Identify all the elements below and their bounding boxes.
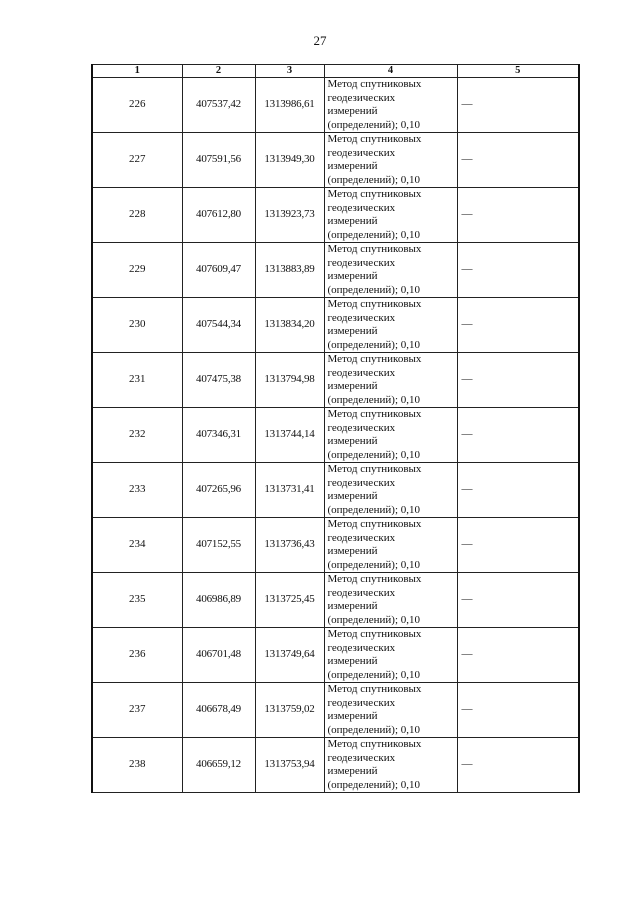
table-row [92, 133, 579, 188]
header-cell: 3 [255, 65, 324, 78]
method-line: измерений [327, 435, 378, 447]
point-number-cell: 231 [92, 353, 182, 408]
method-line: Метод спутниковых [327, 78, 422, 90]
table-row [92, 683, 579, 738]
method-line: Метод спутниковых [327, 133, 422, 145]
method-line: (определений); 0,10 [327, 173, 421, 186]
point-number-cell: 226 [92, 78, 182, 133]
method-line: измерений [327, 600, 378, 612]
point-number-cell: 238 [92, 738, 182, 793]
note-cell: — [457, 683, 579, 738]
point-number-cell: 234 [92, 518, 182, 573]
y-coordinate-cell: 1313736,43 [255, 518, 324, 573]
method-line: (определений); 0,10 [327, 723, 421, 736]
table-row [92, 573, 579, 628]
method-line: Метод спутниковых [327, 298, 422, 310]
coordinates-table [91, 64, 580, 793]
x-coordinate-cell: 407609,47 [182, 243, 255, 298]
method-cell [324, 243, 457, 298]
method-line: Метод спутниковых [327, 408, 422, 420]
note-cell: — [457, 133, 579, 188]
method-line: (определений); 0,10 [327, 393, 421, 406]
method-line: геодезических [327, 751, 396, 764]
header-cell: 5 [457, 65, 579, 78]
note-cell: — [457, 408, 579, 463]
method-line: измерений [327, 490, 378, 502]
method-line: Метод спутниковых [327, 683, 422, 695]
note-cell: — [457, 78, 579, 133]
x-coordinate-cell: 406678,49 [182, 683, 255, 738]
method-cell [324, 683, 457, 738]
x-coordinate-cell: 407612,80 [182, 188, 255, 243]
method-line: (определений); 0,10 [327, 338, 421, 351]
method-line: (определений); 0,10 [327, 613, 421, 626]
method-cell [324, 628, 457, 683]
method-line: геодезических [327, 311, 396, 324]
table-body [92, 78, 579, 793]
x-coordinate-cell: 407475,38 [182, 353, 255, 408]
page-number: 27 [313, 33, 327, 48]
method-line: Метод спутниковых [327, 353, 422, 365]
point-number-cell: 233 [92, 463, 182, 518]
point-number-cell: 232 [92, 408, 182, 463]
method-line: (определений); 0,10 [327, 778, 421, 791]
x-coordinate-cell: 407346,31 [182, 408, 255, 463]
note-cell: — [457, 573, 579, 628]
method-line: (определений); 0,10 [327, 503, 421, 516]
x-coordinate-cell: 407537,42 [182, 78, 255, 133]
y-coordinate-cell: 1313986,61 [255, 78, 324, 133]
header-cell: 1 [92, 65, 182, 78]
method-line: геодезических [327, 91, 396, 104]
method-line: измерений [327, 655, 378, 667]
y-coordinate-cell: 1313949,30 [255, 133, 324, 188]
method-line: геодезических [327, 696, 396, 709]
method-line: геодезических [327, 146, 396, 159]
table-row [92, 738, 579, 793]
method-line: геодезических [327, 201, 396, 214]
table-row [92, 408, 579, 463]
point-number-cell: 228 [92, 188, 182, 243]
table-row [92, 78, 579, 133]
table-header-row [92, 65, 579, 78]
x-coordinate-cell: 407152,55 [182, 518, 255, 573]
y-coordinate-cell: 1313749,64 [255, 628, 324, 683]
point-number-cell: 227 [92, 133, 182, 188]
y-coordinate-cell: 1313725,45 [255, 573, 324, 628]
method-cell [324, 188, 457, 243]
y-coordinate-cell: 1313834,20 [255, 298, 324, 353]
table-row [92, 628, 579, 683]
note-cell: — [457, 518, 579, 573]
method-cell [324, 518, 457, 573]
method-line: измерений [327, 545, 378, 557]
method-line: (определений); 0,10 [327, 118, 421, 131]
method-line: геодезических [327, 531, 396, 544]
method-cell [324, 463, 457, 518]
method-line: (определений); 0,10 [327, 228, 421, 241]
method-line: геодезических [327, 476, 396, 489]
note-cell: — [457, 243, 579, 298]
method-line: измерений [327, 325, 378, 337]
x-coordinate-cell: 407544,34 [182, 298, 255, 353]
method-cell [324, 78, 457, 133]
method-line: (определений); 0,10 [327, 283, 421, 296]
method-line: измерений [327, 380, 378, 392]
method-line: Метод спутниковых [327, 518, 422, 530]
method-line: измерений [327, 765, 378, 777]
table-row [92, 243, 579, 298]
method-line: (определений); 0,10 [327, 448, 421, 461]
table-row [92, 353, 579, 408]
note-cell: — [457, 463, 579, 518]
method-line: (определений); 0,10 [327, 668, 421, 681]
x-coordinate-cell: 407265,96 [182, 463, 255, 518]
x-coordinate-cell: 406986,89 [182, 573, 255, 628]
y-coordinate-cell: 1313759,02 [255, 683, 324, 738]
point-number-cell: 229 [92, 243, 182, 298]
method-cell [324, 408, 457, 463]
method-line: геодезических [327, 641, 396, 654]
method-line: измерений [327, 160, 378, 172]
header-cell: 2 [182, 65, 255, 78]
method-line: геодезических [327, 256, 396, 269]
point-number-cell: 235 [92, 573, 182, 628]
table-row [92, 463, 579, 518]
point-number-cell: 237 [92, 683, 182, 738]
method-line: измерений [327, 105, 378, 117]
y-coordinate-cell: 1313923,73 [255, 188, 324, 243]
method-cell [324, 573, 457, 628]
y-coordinate-cell: 1313883,89 [255, 243, 324, 298]
note-cell: — [457, 628, 579, 683]
x-coordinate-cell: 407591,56 [182, 133, 255, 188]
method-cell [324, 298, 457, 353]
method-line: геодезических [327, 421, 396, 434]
table-row [92, 188, 579, 243]
header-cell: 4 [324, 65, 457, 78]
method-line: Метод спутниковых [327, 573, 422, 585]
point-number-cell: 236 [92, 628, 182, 683]
y-coordinate-cell: 1313744,14 [255, 408, 324, 463]
method-line: Метод спутниковых [327, 628, 422, 640]
y-coordinate-cell: 1313731,41 [255, 463, 324, 518]
note-cell: — [457, 353, 579, 408]
method-line: геодезических [327, 366, 396, 379]
method-line: измерений [327, 710, 378, 722]
x-coordinate-cell: 406659,12 [182, 738, 255, 793]
method-line: (определений); 0,10 [327, 558, 421, 571]
method-line: измерений [327, 270, 378, 282]
y-coordinate-cell: 1313753,94 [255, 738, 324, 793]
method-cell [324, 133, 457, 188]
note-cell: — [457, 188, 579, 243]
note-cell: — [457, 738, 579, 793]
y-coordinate-cell: 1313794,98 [255, 353, 324, 408]
point-number-cell: 230 [92, 298, 182, 353]
table-row [92, 298, 579, 353]
table-row [92, 518, 579, 573]
method-line: геодезических [327, 586, 396, 599]
method-line: Метод спутниковых [327, 738, 422, 750]
x-coordinate-cell: 406701,48 [182, 628, 255, 683]
method-line: Метод спутниковых [327, 243, 422, 255]
method-line: Метод спутниковых [327, 463, 422, 475]
method-cell [324, 353, 457, 408]
method-line: измерений [327, 215, 378, 227]
method-line: Метод спутниковых [327, 188, 422, 200]
method-cell [324, 738, 457, 793]
note-cell: — [457, 298, 579, 353]
